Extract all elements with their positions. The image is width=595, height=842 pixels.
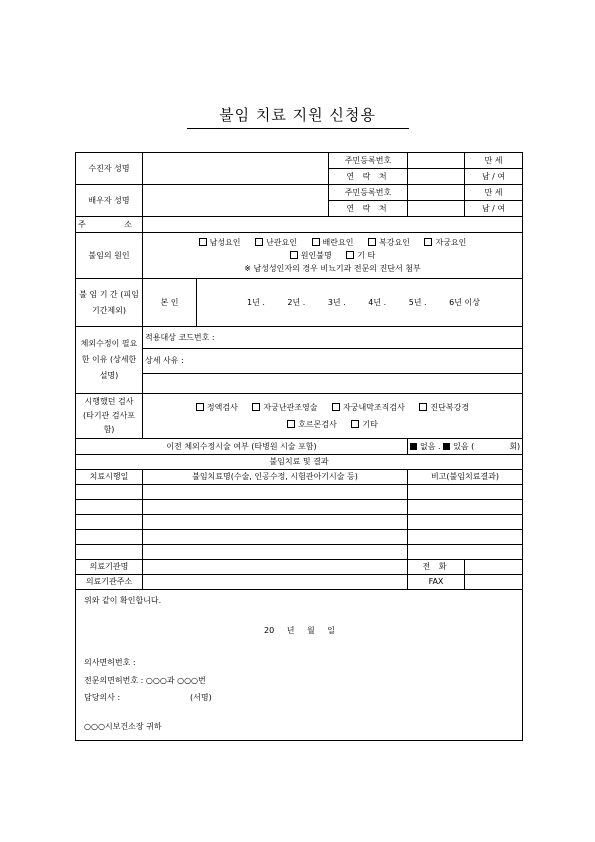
previous-ivf-label: 이전 체외수정시술 여부 (타병원 시술 포함) [76, 439, 408, 455]
cause-male-option[interactable]: 남성요인 [199, 238, 241, 247]
period-label: 불 임 기 간 (피임기간제외) [76, 279, 143, 327]
spouse-name-label: 배우자 성명 [76, 185, 143, 217]
cause-label: 불임의 원인 [76, 233, 143, 279]
period-1y-option[interactable]: 1년 . [247, 297, 265, 307]
table-row [76, 530, 523, 545]
checkbox-icon [287, 420, 295, 428]
filled-checkbox-icon [410, 443, 417, 450]
address-label: 주 소 [76, 217, 143, 233]
spouse-name-field[interactable] [143, 185, 329, 217]
ivf-code-label: 적용대상 코드번호 : [145, 332, 215, 342]
checkbox-icon [346, 251, 354, 259]
specialist-license-field[interactable]: 전문의면허번호 : ○○○과 ○○○번 [84, 676, 206, 685]
ivf-detail-label: 상세 사유 : [145, 356, 184, 366]
checkbox-icon [332, 403, 340, 411]
application-form [75, 152, 523, 741]
ivf-detail-field[interactable] [143, 349, 523, 374]
ivf-detail-line[interactable] [143, 374, 523, 394]
confirmation-text: 위와 같이 확인합니다. [84, 596, 162, 605]
signature-field[interactable]: (서명) [190, 693, 212, 702]
results-col-treatment: 불임치료명(수술, 인공수정, 시험관아기시술 등) [143, 470, 408, 485]
checkbox-icon [196, 403, 204, 411]
tests-label: 시행했던 검사 (타기관 검사포함) [76, 394, 143, 439]
test-hsg-option[interactable]: 자궁난관조영술 [252, 403, 317, 412]
result-remarks-cell[interactable] [408, 515, 523, 530]
institution-address-label: 의료기관주소 [76, 575, 143, 590]
test-semen-option[interactable]: 정액검사 [196, 403, 238, 412]
institution-phone-label: 전 화 [408, 560, 465, 575]
table-row [76, 485, 523, 500]
result-treatment-cell[interactable] [143, 530, 408, 545]
table-row [76, 500, 523, 515]
cause-tubal-option[interactable]: 난관요인 [255, 238, 297, 247]
result-remarks-cell[interactable] [408, 500, 523, 515]
recipient-name-label: 수진자 성명 [76, 153, 143, 185]
spouse-contact-label: 연 락 처 [329, 201, 408, 217]
result-remarks-cell[interactable] [408, 485, 523, 500]
recipient-name-field[interactable] [143, 153, 329, 185]
period-6y-option[interactable]: 6년 이상 [449, 297, 480, 307]
spouse-sex-label: 남 / 여 [465, 201, 523, 217]
previous-none-option[interactable]: 없음 [410, 442, 435, 451]
period-3y-option[interactable]: 3년 . [327, 297, 346, 307]
table-row [76, 545, 523, 560]
results-col-date: 치료시행일 [76, 470, 143, 485]
checkbox-icon [312, 238, 320, 246]
recipient-age-label: 만 세 [465, 153, 523, 169]
institution-phone-field[interactable] [465, 560, 523, 575]
cause-peritoneal-option[interactable]: 복강요인 [368, 238, 410, 247]
filled-checkbox-icon [443, 443, 450, 450]
license-number-field[interactable]: 의사면허번호 : [84, 658, 136, 667]
cause-other-option[interactable]: 기 타 [346, 251, 375, 260]
address-field[interactable] [143, 217, 523, 233]
document-title: 불임 치료 지원 신청용 [219, 106, 376, 124]
spouse-id-label: 주민등록번호 [329, 185, 408, 201]
result-date-cell[interactable] [76, 515, 143, 530]
result-date-cell[interactable] [76, 485, 143, 500]
results-section-title: 불임치료 및 결과 [76, 455, 523, 470]
checkbox-icon [351, 420, 359, 428]
institution-fax-label: FAX [408, 575, 465, 590]
checkbox-icon [252, 403, 260, 411]
recipient-contact-label: 연 락 처 [329, 169, 408, 185]
checkbox-icon [368, 238, 376, 246]
result-date-cell[interactable] [76, 545, 143, 560]
institution-name-label: 의료기관명 [76, 560, 143, 575]
doctor-field[interactable]: 담당의사 : [84, 693, 121, 702]
previous-yes-option[interactable]: 있음 ( [443, 442, 474, 451]
test-biopsy-option[interactable]: 자궁내막조직검사 [332, 403, 405, 412]
period-5y-option[interactable]: 5년 . [408, 297, 427, 307]
cause-ovulation-option[interactable]: 배란요인 [312, 238, 354, 247]
recipient-id-field[interactable] [408, 153, 465, 169]
results-col-remarks: 비고(불임치료결과) [408, 470, 523, 485]
test-other-option[interactable]: 기타 [351, 420, 377, 429]
cause-options [143, 233, 523, 279]
institution-name-field[interactable] [143, 560, 408, 575]
period-4y-option[interactable]: 4년 . [368, 297, 387, 307]
recipient-id-label: 주민등록번호 [329, 153, 408, 169]
cause-note: ※ 남성성인자의 경우 비뇨기과 전문의 진단서 첨부 [244, 264, 421, 274]
result-treatment-cell[interactable] [143, 545, 408, 560]
addressee-text: ○○○시보건소장 귀하 [84, 722, 162, 731]
result-date-cell[interactable] [76, 530, 143, 545]
result-date-cell[interactable] [76, 500, 143, 515]
spouse-contact-field[interactable] [408, 201, 465, 217]
recipient-contact-field[interactable] [408, 169, 465, 185]
recipient-sex-label: 남 / 여 [465, 169, 523, 185]
institution-address-field[interactable] [143, 575, 408, 590]
period-options [197, 279, 523, 327]
period-2y-option[interactable]: 2년 . [287, 297, 306, 307]
result-treatment-cell[interactable] [143, 500, 408, 515]
test-hormone-option[interactable]: 호르몬검사 [287, 420, 337, 429]
date-field[interactable]: 20 년 월 일 [264, 626, 335, 635]
ivf-reason-label: 체외수정이 필요한 이유 (상세한 설명) [76, 327, 143, 394]
title-underline [187, 128, 409, 129]
checkbox-icon [419, 403, 427, 411]
period-self-label: 본 인 [143, 279, 197, 327]
institution-fax-field[interactable] [465, 575, 523, 590]
test-laparoscopy-option[interactable]: 진단복강경 [419, 403, 469, 412]
cause-unknown-option[interactable]: 원인불명 [290, 251, 332, 260]
spouse-age-label: 만 세 [465, 185, 523, 201]
spouse-id-field[interactable] [408, 185, 465, 201]
table-row [76, 515, 523, 530]
ivf-code-field[interactable] [143, 327, 523, 349]
cause-uterine-option[interactable]: 자궁요인 [424, 238, 466, 247]
tests-options [143, 394, 523, 439]
result-treatment-cell[interactable] [143, 515, 408, 530]
result-treatment-cell[interactable] [143, 485, 408, 500]
result-remarks-cell[interactable] [408, 530, 523, 545]
result-remarks-cell[interactable] [408, 545, 523, 560]
previous-ivf-options: 없음 . 있음 ( 회) [408, 439, 523, 455]
checkbox-icon [424, 238, 432, 246]
checkbox-icon [290, 251, 298, 259]
confirmation-section [76, 590, 523, 741]
checkbox-icon [199, 238, 207, 246]
checkbox-icon [255, 238, 263, 246]
